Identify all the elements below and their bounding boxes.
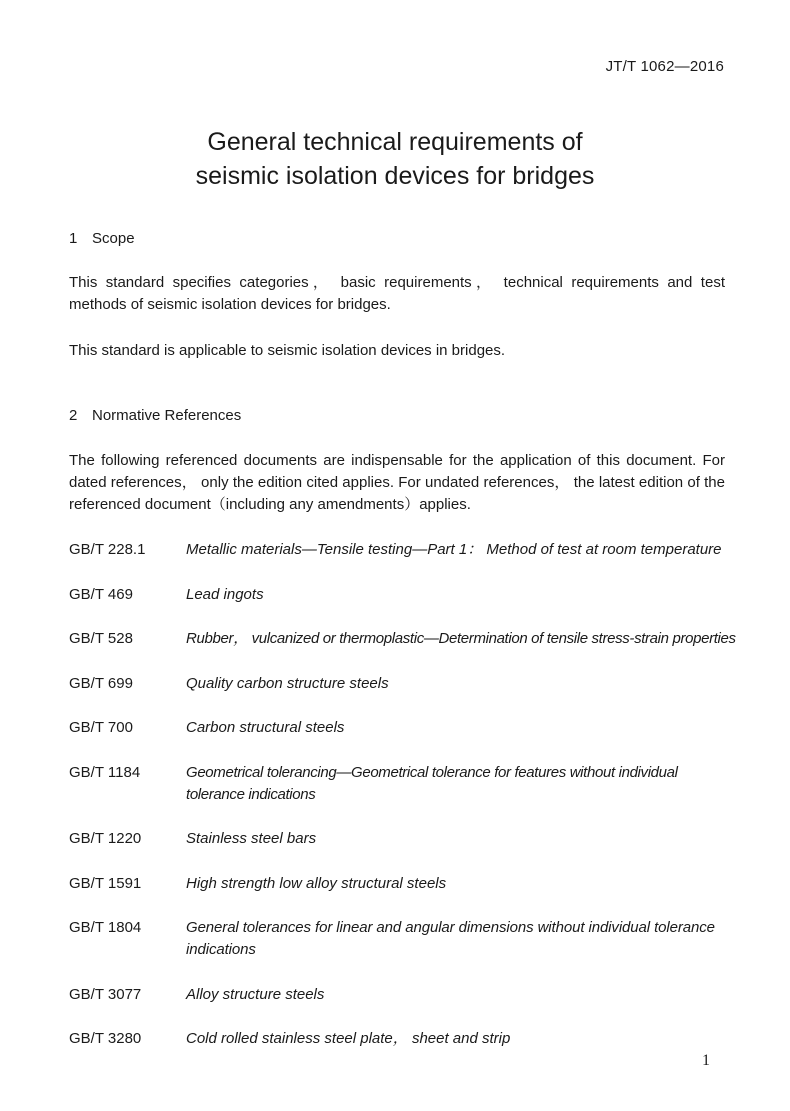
reference-title: Quality carbon structure steels (186, 675, 389, 692)
section-number: 2 (69, 407, 78, 424)
section-heading-normative-references (69, 407, 241, 424)
reference-code: GB/T 3077 (69, 986, 142, 1003)
scope-paragraph-2: This standard is applicable to seismic isolation devices in bridges. (69, 342, 506, 359)
reference-title: Metallic materials—Tensile testing—Part 1： Method of test at room temperature (186, 541, 722, 558)
standard-code: JT/T 1062—2016 (605, 58, 724, 75)
title-line-1: General technical requirements of (207, 128, 583, 156)
section-number: 1 (69, 230, 78, 247)
reference-title: Cold rolled stainless steel plate， sheet and strip (186, 1030, 511, 1047)
reference-code: GB/T 1804 (69, 919, 142, 936)
page-number: 1 (702, 1052, 710, 1069)
reference-code: GB/T 1220 (69, 830, 142, 847)
reference-title: Lead ingots (186, 586, 264, 603)
section-heading-scope (69, 230, 135, 247)
reference-code: GB/T 469 (69, 586, 133, 603)
reference-title: Stainless steel bars (186, 830, 317, 847)
references-intro-paragraph: The following referenced documents are indispensable for the application of this document. For dated references， only the edition cited applies. For undated references， the latest edition of the referenced document（including any amendments）applies. (69, 452, 725, 513)
document-title (0, 125, 790, 193)
section-title: Normative References (92, 407, 242, 424)
reference-code: GB/T 1591 (69, 875, 142, 892)
reference-code: GB/T 700 (69, 719, 133, 736)
section-title: Scope (92, 230, 135, 247)
reference-code: GB/T 528 (69, 630, 133, 647)
reference-title: General tolerances for linear and angular dimensions without individual tolerance indications (186, 919, 715, 958)
reference-title: High strength low alloy structural steels (186, 875, 447, 892)
reference-title: Geometrical tolerancing—Geometrical tolerance for features without individual tolerance indications (186, 764, 678, 803)
reference-code: GB/T 228.1 (69, 541, 146, 558)
reference-code: GB/T 1184 (69, 764, 141, 781)
reference-title: Rubber， vulcanized or thermoplastic—Determination of tensile stress-strain properties (186, 630, 736, 647)
reference-title: Carbon structural steels (186, 719, 345, 736)
scope-paragraph-1: This standard specifies categories， basic requirements， technical requirements and test methods of seismic isolation devices for bridges. (69, 274, 725, 313)
title-line-2: seismic isolation devices for bridges (195, 162, 595, 190)
reference-code: GB/T 3280 (69, 1030, 142, 1047)
reference-title: Alloy structure steels (186, 986, 325, 1003)
reference-code: GB/T 699 (69, 675, 133, 692)
